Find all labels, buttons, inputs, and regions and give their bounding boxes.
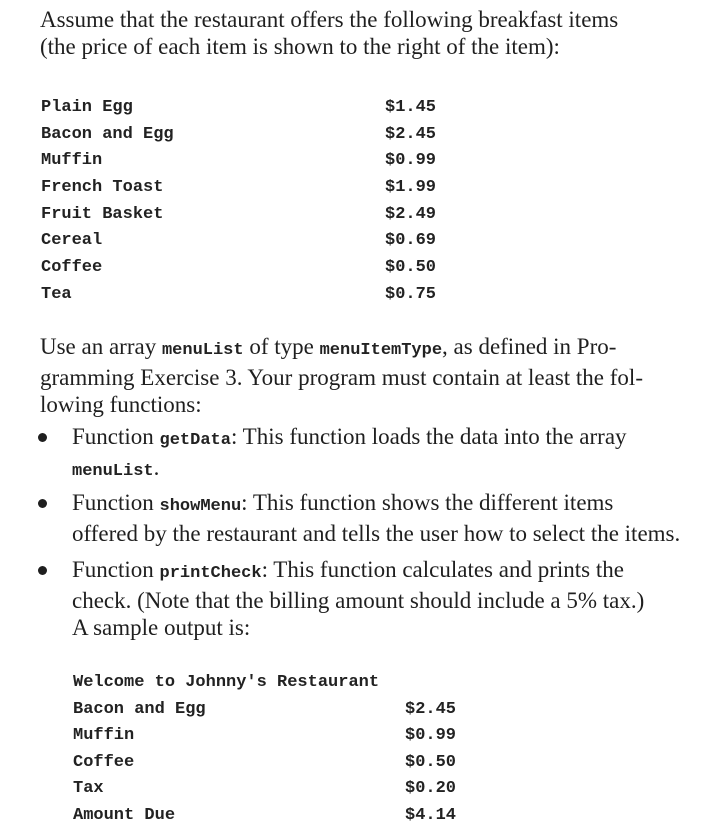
sample-item-price: $0.99 <box>405 726 457 745</box>
menu-item-name: Coffee <box>41 258 103 278</box>
menu-item-name: French Toast <box>41 178 164 198</box>
instructions-paragraph <box>40 333 670 418</box>
menu-item-name: Fruit Basket <box>41 204 164 224</box>
sample-output-title: Welcome to Johnny's Restaurant <box>73 673 380 692</box>
bullet-dot-icon <box>38 499 47 508</box>
menu-item-price: $0.69 <box>385 231 437 251</box>
menu-item-price: $0.99 <box>385 151 437 171</box>
bullet-line <box>72 423 690 454</box>
bullet-dot-icon <box>38 433 47 442</box>
code-identifier: menuList <box>72 462 154 481</box>
text-run: . <box>153 455 160 480</box>
bullet-text <box>72 423 690 485</box>
menu-item-name: Muffin <box>41 151 103 171</box>
menu-item-price: $0.50 <box>385 258 437 278</box>
code-identifier: menuList <box>161 341 244 360</box>
sample-output <box>73 670 457 829</box>
sample-item-name: Bacon and Egg <box>73 699 206 719</box>
sample-item-name: Coffee <box>73 752 135 772</box>
text-run: : This function shows the different items <box>241 490 614 515</box>
code-identifier: printCheck <box>159 564 262 583</box>
code-identifier: getData <box>159 431 231 450</box>
intro-line: (the price of each item is shown to the right of the item): <box>40 34 560 59</box>
menu-item-price: $0.75 <box>385 284 437 304</box>
menu-item-price: $1.45 <box>385 98 437 117</box>
text-run: : This function calculates and prints the <box>261 557 624 582</box>
text-run: Function <box>72 557 160 582</box>
menu-item-name: Plain Egg <box>41 98 133 117</box>
sample-item-price: $0.50 <box>405 752 457 772</box>
text-run: Function <box>72 424 160 449</box>
sample-item-name: Muffin <box>73 726 135 745</box>
bullet-line <box>72 489 690 520</box>
sample-item-name: Amount Due <box>73 805 176 825</box>
text-run: of type <box>243 334 320 359</box>
intro-paragraph <box>40 6 680 60</box>
sample-row <box>73 697 457 724</box>
bullet-line <box>72 454 690 485</box>
intro-line: Assume that the restaurant offers the following breakfast items <box>40 7 619 32</box>
sample-item-price: $4.14 <box>405 805 457 825</box>
sample-row <box>73 723 457 750</box>
menu-item-name: Cereal <box>41 231 103 251</box>
sample-row <box>73 776 457 803</box>
bullet-line: A sample output is: <box>72 615 251 640</box>
paragraph-line: lowing functions: <box>40 392 202 417</box>
bullet-dot-icon <box>38 566 47 575</box>
menu-item-name: Bacon and Egg <box>41 124 174 144</box>
text-run: Function <box>72 490 160 515</box>
code-identifier: showMenu <box>159 497 242 516</box>
sample-item-price: $2.45 <box>405 699 457 719</box>
bullet-line: check. (Note that the billing amount should include a 5% tax.) <box>72 588 645 613</box>
sample-row <box>73 750 457 777</box>
paragraph-line <box>40 333 670 364</box>
menu-item-price: $1.99 <box>385 178 437 198</box>
sample-row <box>73 803 457 830</box>
sample-item-price: $0.20 <box>405 779 457 798</box>
bullet-line: offered by the restaurant and tells the user how to select the items. <box>72 521 681 546</box>
bullet-text <box>72 489 690 547</box>
text-run: Use an array <box>40 334 162 359</box>
menu-item-name: Tea <box>41 284 72 304</box>
bullet-line <box>72 556 690 587</box>
text-run: , as defined in Pro- <box>442 334 617 359</box>
bullet-text <box>72 556 690 641</box>
text-run: : This function loads the data into the array <box>230 424 627 449</box>
menu-item-price: $2.45 <box>385 124 437 144</box>
paragraph-line: gramming Exercise 3. Your program must contain at least the fol- <box>40 365 643 390</box>
code-identifier: menuItemType <box>319 341 443 360</box>
sample-item-name: Tax <box>73 779 104 798</box>
menu-item-price: $2.49 <box>385 204 437 224</box>
